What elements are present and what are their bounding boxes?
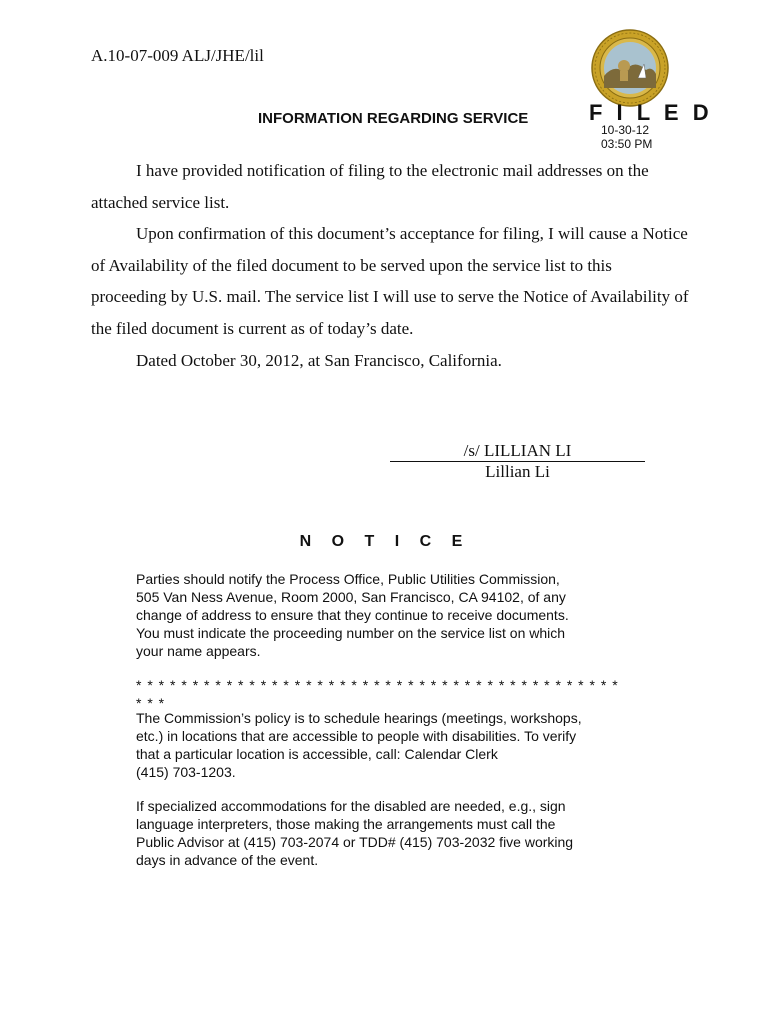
document-title: INFORMATION REGARDING SERVICE	[258, 110, 529, 127]
notice-separator: * * * * * * * * * * * * * * * * * * * * * * * * * * * * * * * * * * * * * * * * * * * * * *	[136, 677, 619, 711]
accommodations-paragraph	[136, 797, 626, 869]
body-paragraph: Upon confirmation of this document’s acceptance for filing, I will cause a Notice of Availability of the filed document to be served upon the service list to this proceeding by U.S. mail. The service list I will use to serve the Notice of Availability of the filed document is current as of today’s date.	[91, 224, 689, 338]
notice-paragraph: Parties should notify the Process Office, Public Utilities Commission, 505 Van Ness Avenue, Room 2000, San Francisco, CA 94102, of any change of address to ensure that they continue to receive documents. You must indicate the proceeding number on the service list on which your name appears.	[136, 571, 569, 659]
notice-address-paragraph	[136, 570, 626, 660]
signer-name: Lillian Li	[485, 462, 550, 481]
notice-paragraph: The Commission’s policy is to schedule hearings (meetings, workshops, etc.) in locations that are accessible to people with disabilities. To verify that a particular location is accessible, call: Calendar Clerk (415) 703-1203.	[136, 710, 582, 780]
docket-number: A.10-07-009 ALJ/JHE/lil	[91, 46, 264, 65]
body-text	[91, 155, 691, 376]
body-paragraph: I have provided notification of filing to the electronic mail addresses on the attached service list.	[91, 161, 649, 212]
signature-line: /s/ LILLIAN LI	[390, 441, 645, 462]
accessibility-policy-paragraph	[136, 709, 626, 781]
filed-stamp-time: 03:50 PM	[601, 137, 653, 151]
state-seal-icon	[590, 28, 670, 108]
filed-stamp-label: F I L E D	[589, 100, 713, 125]
notice-title: N O T I C E	[299, 533, 471, 550]
notice-paragraph: If specialized accommodations for the disabled are needed, e.g., sign language interpreters, those making the arrangements must call the Public Advisor at (415) 703-2074 or TDD# (415) 703-2032 five working days in advance of the event.	[136, 798, 574, 868]
dated-line: Dated October 30, 2012, at San Francisco, California.	[136, 350, 502, 370]
filed-stamp-date: 10-30-12	[601, 123, 650, 137]
